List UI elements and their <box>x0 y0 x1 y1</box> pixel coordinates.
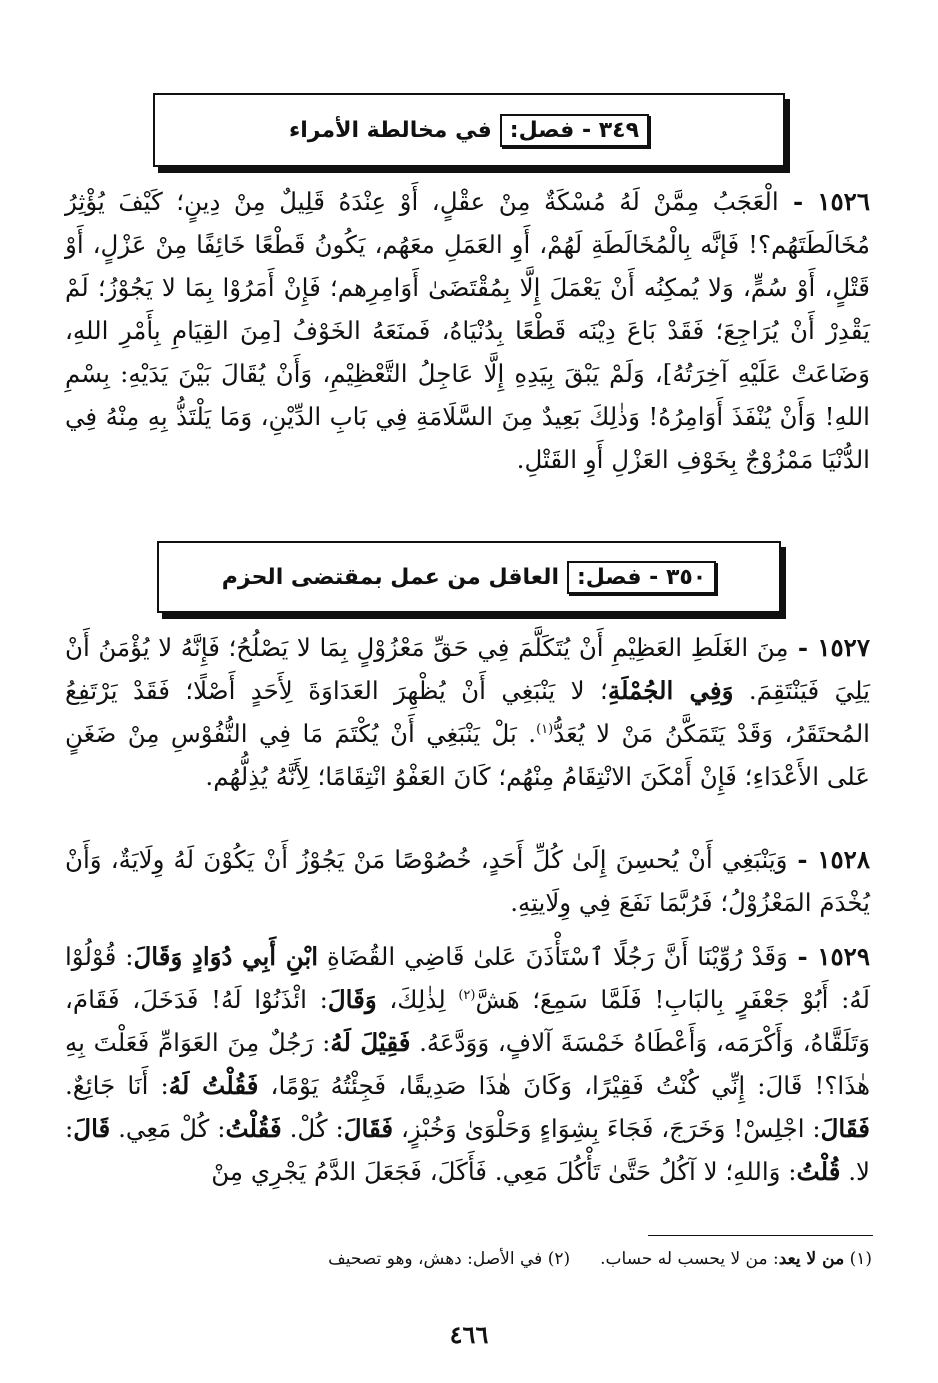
paragraph-1527 <box>65 626 870 798</box>
paragraph-text: : اجْلِسْ! وَخَرَجَ، فَجَاءَ بِشِوَاءٍ وَحَلْوَىٰ وَخُبْزٍ، <box>393 1114 821 1143</box>
paragraph-text: : ائْذَنُوْا لَهُ! فَدَخَلَ، فَقَامَ، وَتَلَقَّاهُ، وَأَكْرَمَه، وَأَعْطَاهُ خَمْسَةَ آلافٍ، وَوَدَّعَهُ. <box>65 985 871 1057</box>
paragraph-number: ١٥٢٧ - <box>788 633 870 662</box>
bold-phrase: فَقِيْلَ لَهُ <box>330 1028 411 1057</box>
paragraph-1528 <box>65 838 870 924</box>
bold-phrase: فَقَالَ <box>343 1114 394 1143</box>
paragraph-number: ١٥٢٩ - <box>787 942 870 971</box>
paragraph-text: مِنَ الغَلَطِ العَظِيْمِ أَنْ يُتَكَلَّمَ فِي حَقِّ مَعْزُوْلٍ بِمَا لا يَصْلُحُ؛ فَإِنَّهُ لا يُؤْمَنُ أَنْ يَلِيَ فَيَنْتَقِمَ. <box>65 633 870 705</box>
footnote-text: : من لا يحسب له حساب. <box>600 1249 779 1269</box>
paragraph-text: : رَجُلٌ مِنَ العَوَامِّ فَعَلْتَ بِهِ هٰذَا؟! قَالَ: إِنِّي كُنْتُ فَقِيْرًا، وَكَانَ هٰذَا صَدِيقًا، فَجِئْتُهُ يَوْمًا، <box>65 1028 870 1100</box>
footnote-ref-1[interactable]: (١) <box>536 721 554 737</box>
section-350-label: ٣٥٠ - فصل: <box>567 561 716 594</box>
paragraph-text: ؛ لا يَنْبَغِي أَنْ يُظْهِرَ العَدَاوَةَ لِأَحَدٍ أَصْلًا؛ فَقَدْ يَرْتَفِعُ المُحتَقَرُ، وَقَدْ يَتَمَكَّنُ مَنْ لا يُعَدُّ <box>65 676 870 748</box>
bold-phrase: ابْنِ أَبِي دُوَادٍ وَقَالَ <box>133 942 319 971</box>
paragraph-text: وَيَنْبَغِي أَنْ يُحسِنَ إِلَىٰ كُلِّ أَحَدٍ، خُصُوْصًا مَنْ يَجُوْزُ أَنْ يَكُوْنَ لَهُ وِلَايَةٌ، وَأَنْ يُخْدَمَ المَعْزُوْلُ؛ فَرُبَّمَا نَفَعَ فِي وِلَايتِهِ. <box>65 845 870 917</box>
bold-phrase: فَقُلْتُ لَهُ <box>168 1071 259 1100</box>
paragraph-text: وَقَدْ رُوِّيْنَا أَنَّ رَجُلًا ٱسْتَأْذَنَ عَلىٰ قَاضِي القُضَاةِ <box>318 942 788 971</box>
section-349-title: في مخالطة الأمراء <box>288 117 492 143</box>
section-349-heading <box>153 93 785 167</box>
paragraph-text: : كُلْ. <box>281 1114 344 1143</box>
paragraph-number: ١٥٢٨ - <box>787 845 870 874</box>
bold-phrase: قُلْتُ <box>796 1157 841 1186</box>
paragraph-text: : لا. <box>65 1114 870 1186</box>
paragraph-1526 <box>65 180 870 481</box>
page-number: ٤٦٦ <box>449 1320 489 1349</box>
bold-phrase: قَالَ <box>73 1114 111 1143</box>
footnote-ref-2[interactable]: (٢) <box>458 987 476 1003</box>
section-349-label: ٣٤٩ - فصل: <box>500 114 649 147</box>
paragraph-text: : كُلْ مَعِي. <box>110 1114 226 1143</box>
bold-phrase: فَقَالَ <box>820 1114 870 1143</box>
bold-phrase: فَقُلْتُ <box>225 1114 282 1143</box>
paragraph-text: لِذٰلِكَ، <box>376 985 459 1014</box>
paragraph-text: : أَنَا جَائِعٌ. <box>65 1071 169 1100</box>
footnote-number: (١) <box>844 1249 872 1269</box>
footnote-1 <box>600 1246 872 1272</box>
paragraph-text: . بَلْ يَنْبَغِي أَنْ يُكْتَمَ مَا فِي النُّفُوْسِ مِنْ ضَغَنٍ عَلى الأَعْدَاءِ؛ فَإِنْ أَمْكَنَ الانْتِقَامُ مِنْهُم؛ كَانَ العَفْوُ انْتِقَامًا؛ لِأَنَّهُ يُذِلُّهُم. <box>65 719 870 791</box>
paragraph-text: : وَاللهِ؛ لا آكُلُ حَتَّىٰ تَأْكُلَ مَعِي. فَأَكَلَ، فَجَعَلَ الدَّمُ يَجْرِي مِنْ <box>211 1157 797 1186</box>
footnote-divider <box>648 1235 873 1236</box>
paragraph-1529 <box>65 935 870 1193</box>
bold-phrase: وَقَالَ <box>327 985 377 1014</box>
section-350-heading <box>157 541 781 613</box>
paragraph-text: : قُوْلُوْا لَهُ: أَبُوْ جَعْفَرٍ بِالبَابِ! فَلَمَّا سَمِعَ؛ هَشَّ <box>65 942 870 1014</box>
paragraph-text: الْعَجَبُ مِمَّنْ لَهُ مُسْكَةٌ مِنْ عقْلٍ، أَوْ عِنْدَهُ قَلِيلٌ مِنْ دِينٍ؛ كَيْفَ يُؤْثِرُ مُخَالَطَتَهُم؟! فَإنَّه بِالْمُخَالَطَةِ لَهُمْ، أَوِ العَمَلِ معَهُم، يَكُونُ قَطْعًا خَائِفًا مِنْ عَزْلٍ، أَوْ قَتْلٍ، أَوْ سُمٍّ، وَلا يُمكِنُه أَنْ يَعْمَلَ إِلَّا بِمُقْتَضَىٰ أَوَامِرِهم؛ فَإِنْ أَمَرُوْا بِمَا لا يَجُوْزُ؛ لَمْ يَقْدِرْ أَنْ يُرَاجِعَ؛ فَقَدْ بَاعَ دِيْنَه قَطْعًا بِدُنْيَاهُ، فَمنَعَهُ الخَوْفُ [مِنَ القِيَامِ بِأَمْرِ اللهِ، وَضَاعَتْ عَلَيْهِ آخِرَتُهُ]، وَلَمْ يَبْقَ بِيَدِهِ إِلَّا عَاجِلُ التَّعْظِيْمِ، وَأَنْ يُقَالَ بَيْنَ يَدَيْهِ: بِسْمِ اللهِ! وَأَنْ يُنْفَذَ أَوَامِرُهُ! وَذٰلِكَ بَعِيدٌ مِنَ السَّلَامَةِ فِي بَابِ الدِّيْنِ، وَمَا يَلْتَذُّ بِهِ مِنْهُ فِي الدُّنْيَا مَمْزُوْجٌ بِخَوْفِ العَزْلِ أَوِ القَتْلِ. <box>65 187 870 474</box>
footnote-2: (٢) في الأصل: دهش، وهو تصحيف <box>328 1249 571 1269</box>
paragraph-number: ١٥٢٦ - <box>778 187 870 216</box>
footnote-term: من لا يعد <box>778 1249 845 1269</box>
section-350-title: العاقل من عمل بمقتضى الحزم <box>221 564 559 590</box>
bold-phrase: وَفِي الجُمْلَةِ <box>607 676 734 705</box>
footnotes <box>52 1246 872 1272</box>
